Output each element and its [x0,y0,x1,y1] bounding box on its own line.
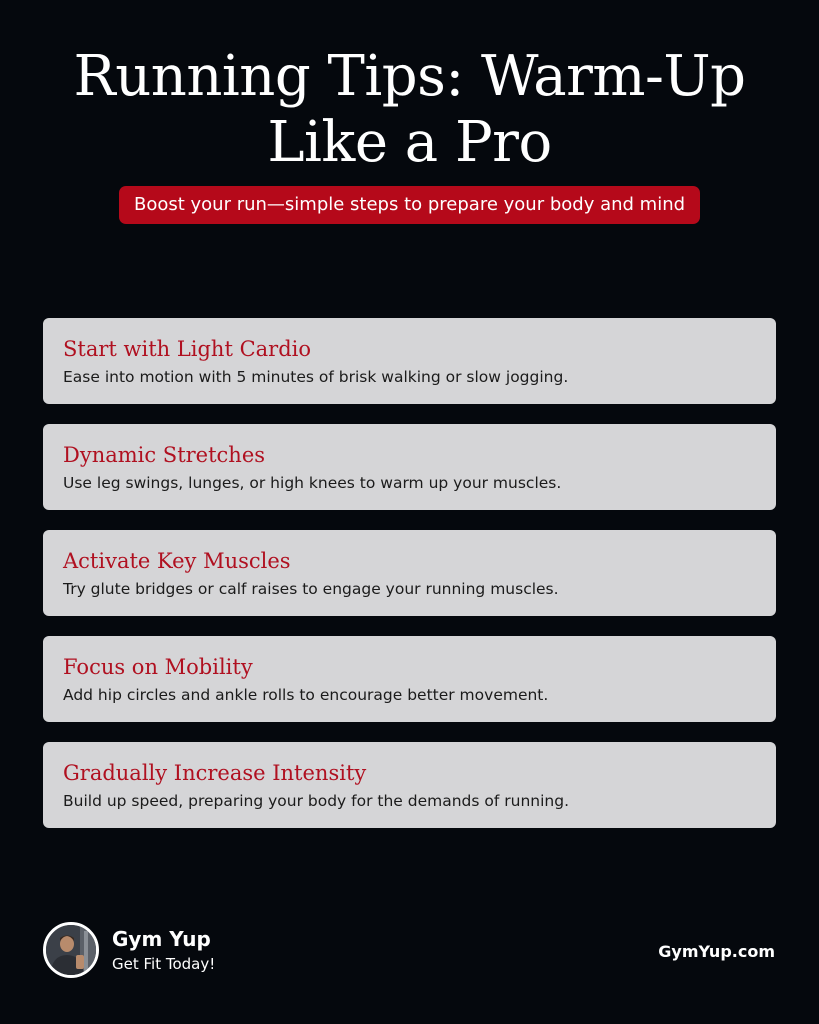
subtitle-badge: Boost your run—simple steps to prepare your body and mind [119,186,700,224]
tip-title: Focus on Mobility [63,655,253,679]
tip-card [43,636,776,722]
tip-description: Ease into motion with 5 minutes of brisk walking or slow jogging. [63,368,569,386]
page-title-line-2: Like a Pro [267,110,552,175]
tip-description: Use leg swings, lunges, or high knees to warm up your muscles. [63,474,562,492]
tip-card [43,530,776,616]
tip-title: Start with Light Cardio [63,337,312,361]
avatar-illustration [46,925,96,975]
footer-brand [43,920,215,980]
tip-card [43,424,776,510]
tip-description: Build up speed, preparing your body for the demands of running. [63,792,570,810]
website-link[interactable]: GymYup.com [658,942,775,961]
page-title [0,44,819,176]
tip-description: Try glute bridges or calf raises to engage your running muscles. [63,580,559,598]
tip-title: Activate Key Muscles [63,549,291,573]
tip-description: Add hip circles and ankle rolls to encourage better movement. [63,686,549,704]
person-avatar-icon [43,922,99,978]
tip-card [43,318,776,404]
tips-list [43,318,776,848]
tip-card [43,742,776,828]
tip-title: Dynamic Stretches [63,443,266,467]
brand-name: Gym Yup [112,927,211,951]
tip-title: Gradually Increase Intensity [63,761,367,785]
page-title-line-1: Running Tips: Warm-Up [73,44,746,109]
subtitle-container [0,186,819,224]
brand-tagline: Get Fit Today! [112,955,216,973]
brand-text [112,925,215,975]
